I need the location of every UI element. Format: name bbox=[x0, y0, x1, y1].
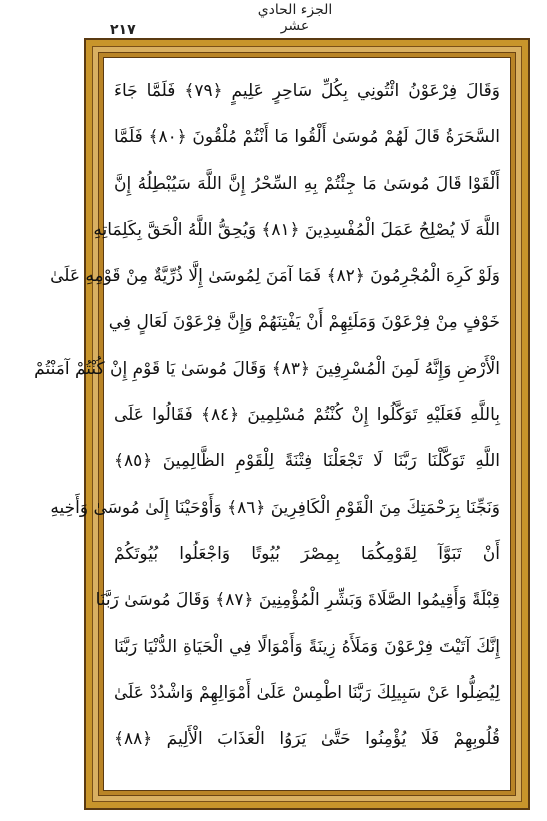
text-line: الْأَرْضِ وَإِنَّهُ لَمِنَ الْمُسْرِفِينَ ﴿٨٣﴾ وَقَالَ مُوسَىٰ يَا قَوْمِ إِنْ كُنْتُمْ آمَنْتُمْ bbox=[34, 358, 500, 379]
frame-band bbox=[34, 52, 516, 796]
text-line: إِنَّكَ آتَيْتَ فِرْعَوْنَ وَمَلَأَهُ زِينَةً وَأَمْوَالًا فِي الْحَيَاةِ الدُّنْيَا رَبَّنَا bbox=[114, 636, 500, 657]
text-line: اللَّهَ لَا يُصْلِحُ عَمَلَ الْمُفْسِدِينَ ﴿٨١﴾ وَيُحِقُّ اللَّهُ الْحَقَّ بِكَلِمَاتِهِ bbox=[93, 219, 500, 240]
text-panel bbox=[34, 57, 511, 791]
text-line: خَوْفٍ مِنْ فِرْعَوْنَ وَمَلَئِهِمْ أَنْ يَفْتِنَهُمْ وَإِنَّ فِرْعَوْنَ لَعَالٍ فِي bbox=[108, 312, 500, 333]
frame-inner-border bbox=[34, 46, 522, 802]
text-line: لِيُضِلُّوا عَنْ سَبِيلِكَ رَبَّنَا اطْمِسْ عَلَىٰ أَمْوَالِهِمْ وَاشْدُدْ عَلَىٰ bbox=[114, 682, 500, 703]
text-line: السَّحَرَةُ قَالَ لَهُمْ مُوسَىٰ أَلْقُوا مَا أَنْتُمْ مُلْقُونَ ﴿٨٠﴾ فَلَمَّا bbox=[114, 127, 500, 148]
text-line: اللَّهِ تَوَكَّلْنَا رَبَّنَا لَا تَجْعَلْنَا فِتْنَةً لِلْقَوْمِ الظَّالِمِينَ ﴿٨٥﴾ bbox=[114, 451, 500, 472]
text-line: أَلْقَوْا قَالَ مُوسَىٰ مَا جِئْتُمْ بِهِ السِّحْرُ إِنَّ اللَّهَ سَيُبْطِلُهُ إِنَّ bbox=[114, 173, 500, 194]
text-line: قُلُوبِهِمْ فَلَا يُؤْمِنُوا حَتَّىٰ يَرَوُا الْعَذَابَ الْأَلِيمَ ﴿٨٨﴾ bbox=[114, 729, 500, 750]
page-header bbox=[0, 0, 547, 40]
ornamental-frame bbox=[34, 38, 530, 810]
text-line: وَقَالَ فِرْعَوْنُ ائْتُونِي بِكُلِّ سَاحِرٍ عَلِيمٍ ﴿٧٩﴾ فَلَمَّا جَاءَ bbox=[114, 81, 500, 101]
text-line: وَنَجِّنَا بِرَحْمَتِكَ مِنَ الْقَوْمِ الْكَافِرِينَ ﴿٨٦﴾ وَأَوْحَيْنَا إِلَىٰ مُوسَىٰ وَأَخِيهِ bbox=[50, 497, 500, 518]
text-line: أَنْ تَبَوَّآ لِقَوْمِكُمَا بِمِصْرَ بُيُوتًا وَاجْعَلُوا بُيُوتَكُمْ bbox=[114, 543, 500, 564]
text-line: وَلَوْ كَرِهَ الْمُجْرِمُونَ ﴿٨٢﴾ فَمَا آمَنَ لِمُوسَىٰ إِلَّا ذُرِّيَّةٌ مِنْ قَوْمِهِ عَلَىٰ bbox=[50, 266, 500, 287]
juz-title: الجزء الحادي عشر bbox=[257, 2, 333, 34]
page-number: ٢١٧ bbox=[110, 22, 136, 38]
text-line: قِبْلَةً وَأَقِيمُوا الصَّلَاةَ وَبَشِّرِ الْمُؤْمِنِينَ ﴿٨٧﴾ وَقَالَ مُوسَىٰ رَبَّنَا bbox=[95, 590, 500, 611]
text-line: بِاللَّهِ فَعَلَيْهِ تَوَكَّلُوا إِنْ كُنْتُمْ مُسْلِمِينَ ﴿٨٤﴾ فَقَالُوا عَلَى bbox=[114, 405, 500, 426]
